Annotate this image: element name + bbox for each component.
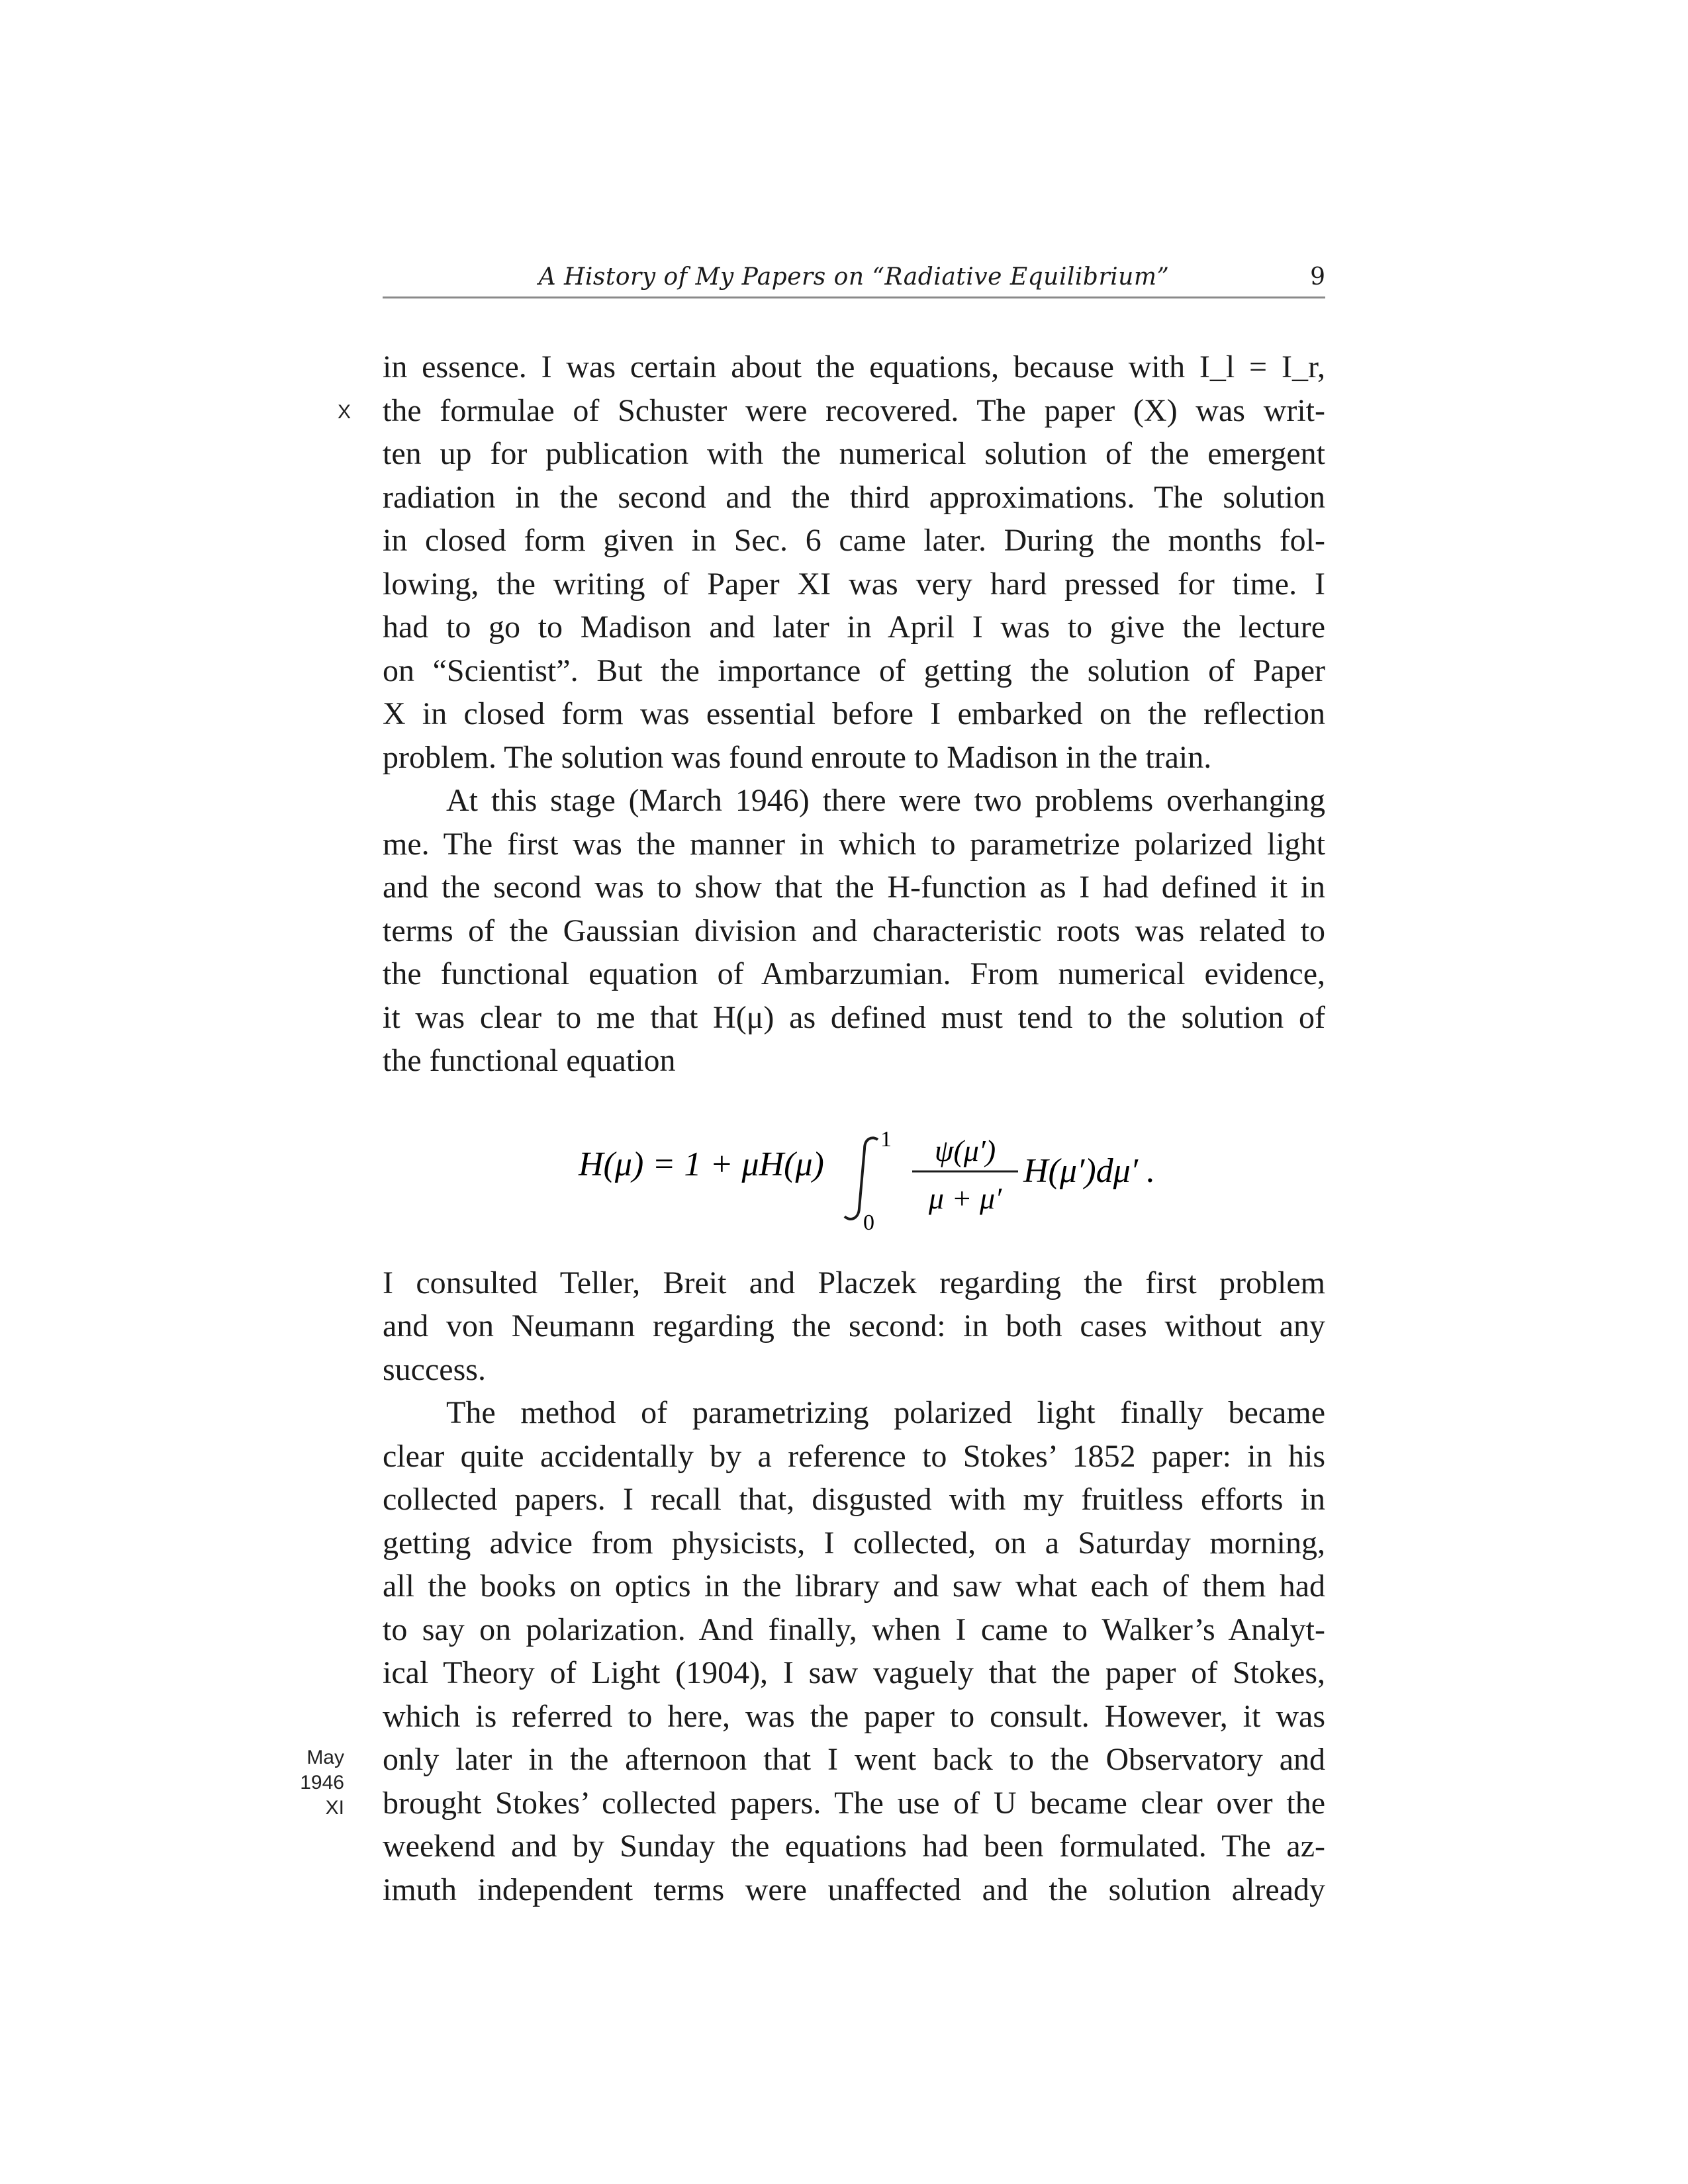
- text-line: lowing, the writing of Paper XI was very hard pressed for time. I: [383, 566, 1325, 602]
- text-line: me. The first was the manner in which to parametrize polarized light: [383, 826, 1325, 862]
- paragraph-3: [383, 1261, 1325, 1392]
- text-line: and the second was to show that the H-function as I had defined it in: [383, 870, 1325, 905]
- paragraph-1: [383, 345, 1325, 779]
- text-line: The method of parametrizing polarized light finally became: [446, 1395, 1325, 1430]
- margin-note-text: X: [337, 401, 351, 423]
- text-line: had to go to Madison and later in April I was to give the lecture: [383, 610, 1325, 645]
- text-line: imuth independent terms were unaffected and the solution already: [383, 1872, 1325, 1907]
- text-line: in essence. I was certain about the equations, because with I_l = I_r,: [383, 349, 1325, 385]
- text-line: ical Theory of Light (1904), I saw vaguely that the paper of Stokes,: [383, 1655, 1325, 1690]
- text-line: on “Scientist”. But the importance of getting the solution of Paper: [383, 653, 1325, 688]
- equation-graphic: [383, 1083, 1325, 1261]
- text-line: all the books on optics in the library and saw what each of them had: [383, 1569, 1325, 1604]
- margin-note-month: May: [306, 1747, 344, 1768]
- integral-sign-icon: [845, 1138, 878, 1219]
- text-line: the functional equation: [383, 1043, 676, 1078]
- paragraph-4: [383, 1391, 1325, 1911]
- margin-note-x: [278, 400, 351, 425]
- text-line: it was clear to me that H(μ) as defined must tend to the solution of: [383, 999, 1325, 1035]
- text-line: the functional equation of Ambarzumian. From numerical evidence,: [383, 956, 1325, 991]
- text-line: brought Stokes’ collected papers. The use of U became clear over the: [383, 1785, 1325, 1821]
- margin-note-may-1946: [271, 1745, 344, 1821]
- text-line: weekend and by Sunday the equations had been formulated. The az-: [383, 1829, 1325, 1864]
- integral-lower-limit: 0: [863, 1210, 874, 1235]
- running-title: A History of My Papers on “Radiative Equilibrium”: [538, 263, 1170, 291]
- text-line: to say on polarization. And finally, when I came to Walker’s Analyt-: [383, 1612, 1325, 1647]
- fraction-numerator: ψ(μ′): [934, 1133, 996, 1167]
- text-line: getting advice from physicists, I collected, on a Saturday morning,: [383, 1525, 1325, 1561]
- fraction-denominator: μ + μ′: [928, 1181, 1002, 1215]
- text-line: terms of the Gaussian division and characteristic roots was related to: [383, 913, 1325, 948]
- page-number: 9: [1310, 263, 1325, 291]
- text-line: in closed form given in Sec. 6 came later. During the months fol-: [383, 523, 1325, 558]
- text-line: X in closed form was essential before I embarked on the reflection: [383, 696, 1325, 731]
- equation-lhs: H(μ) = 1 + μH(μ): [579, 1145, 824, 1183]
- body-text: [383, 345, 1325, 1911]
- text-line: problem. The solution was found enroute to Madison in the train.: [383, 739, 1212, 775]
- text-line: At this stage (March 1946) there were two problems overhanging: [446, 783, 1325, 818]
- text-line: success.: [383, 1351, 486, 1387]
- equation-rhs: H(μ′)dμ′ .: [1023, 1152, 1156, 1190]
- text-line: the formulae of Schuster were recovered. The paper (X) was writ-: [383, 392, 1325, 428]
- running-header: [383, 263, 1325, 298]
- text-line: and von Neumann regarding the second: in both cases without any: [383, 1308, 1325, 1343]
- text-line: clear quite accidentally by a reference to Stokes’ 1852 paper: in his: [383, 1438, 1325, 1474]
- text-line: only later in the afternoon that I went back to the Observatory and: [383, 1742, 1325, 1777]
- text-line: radiation in the second and the third approximations. The solution: [383, 479, 1325, 515]
- integral-upper-limit: 1: [880, 1126, 892, 1152]
- text-line: ten up for publication with the numerical solution of the emergent: [383, 436, 1325, 471]
- text-line: I consulted Teller, Breit and Placzek regarding the first problem: [383, 1265, 1325, 1300]
- margin-note-paper: XI: [325, 1797, 344, 1819]
- paragraph-2: [383, 779, 1325, 1083]
- text-line: collected papers. I recall that, disgusted with my fruitless efforts in: [383, 1482, 1325, 1517]
- functional-equation: [383, 1083, 1325, 1261]
- margin-note-year: 1946: [300, 1772, 344, 1794]
- text-line: which is referred to here, was the paper to consult. However, it was: [383, 1698, 1325, 1734]
